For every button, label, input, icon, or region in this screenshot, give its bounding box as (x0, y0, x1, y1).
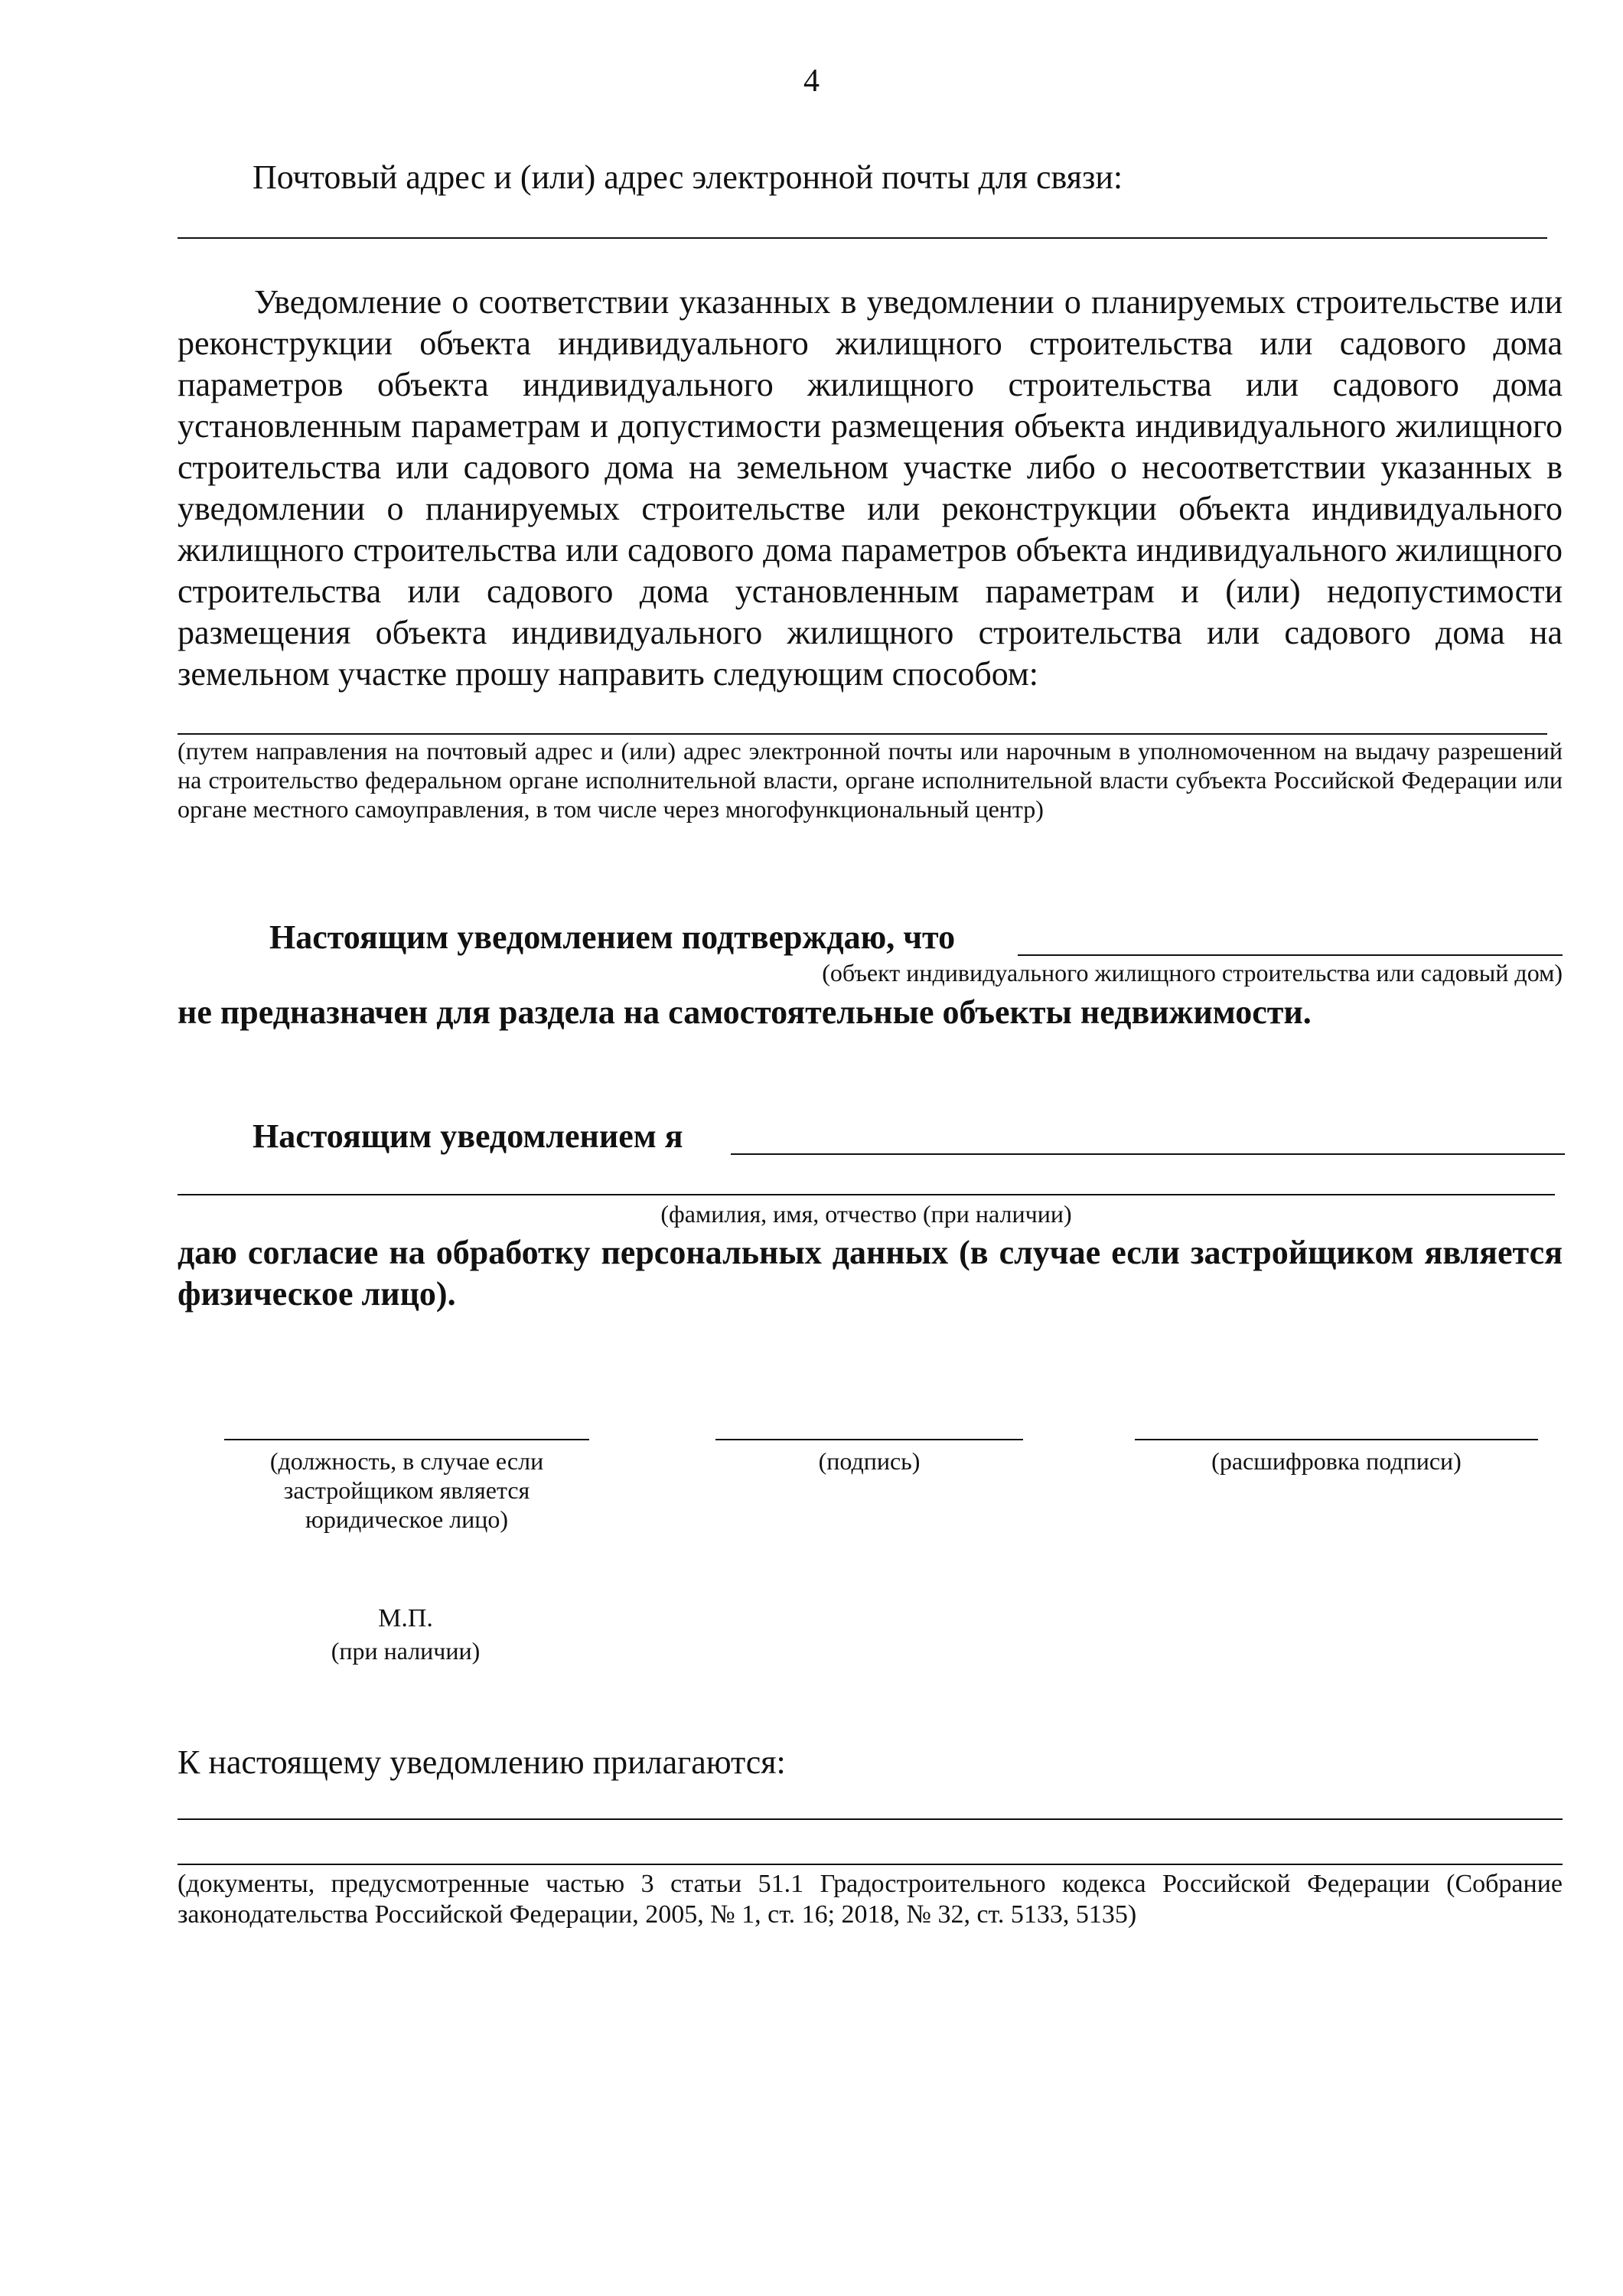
confirmation-object-hint: (объект индивидуального жилищного строительства или садовый дом) (822, 959, 1563, 987)
consent-statement: даю согласие на обработку персональных данных (в случае если застройщиком является физическое лицо). (178, 1234, 1563, 1313)
signature-hint: (подпись) (818, 1447, 921, 1475)
signature-decode-field[interactable] (1135, 1439, 1538, 1440)
seal-label: М.П. (378, 1604, 433, 1632)
consent-name-field-2[interactable] (178, 1194, 1555, 1195)
consent-lead: Настоящим уведомлением я (253, 1117, 683, 1155)
position-hint: (должность, в случае если застройщиком является юридическое лицо) (269, 1447, 544, 1533)
page-number: 4 (803, 64, 820, 99)
postal-address-label: Почтовый адрес и (или) адрес электронной почты для связи: (253, 158, 1123, 196)
consent-name-field-1[interactable] (731, 1153, 1565, 1155)
notification-method-field[interactable] (178, 733, 1547, 735)
attachments-label: К настоящему уведомлению прилагаются: (178, 1743, 786, 1781)
consent-name-hint: (фамилия, имя, отчество (при наличии) (660, 1200, 1072, 1228)
confirmation-statement: не предназначен для раздела на самостоятельные объекты недвижимости. (178, 993, 1312, 1031)
confirmation-lead: Настоящим уведомлением подтверждаю, что (269, 918, 956, 956)
signature-decode-hint: (расшифровка подписи) (1211, 1447, 1462, 1475)
seal-hint: (при наличии) (331, 1637, 481, 1665)
notification-method-paragraph: Уведомление о соответствии указанных в уведомлении о планируемых строительстве или реконструкции объекта индивидуального жилищного строительства или садового дома параметров объекта индивидуального жилищного строительства или садового дома установленным параметрам и допустимости размещения объекта индивидуального жилищного строительства или садового дома на земельном участке либо о несоответствии указанных в уведомлении о планируемых строительстве или реконструкции объекта индивидуального жилищного строительства или садового дома параметров объекта индивидуального жилищного строительства или садового дома установленным параметрам и (или) недопустимости размещения объекта индивидуального жилищного строительства или садового дома на земельном участке прошу направить следующим способом: (178, 283, 1563, 693)
confirmation-object-field[interactable] (1018, 954, 1563, 956)
notification-method-hint: (путем направления на почтовый адрес и (или) адрес электронной почты или нарочным в уполномоченном на выдачу разрешений на строительство федеральном органе исполнительной власти, органе исполнительной власти субъекта Российской Федерации или органе местного самоуправления, в том числе через многофункциональный центр) (178, 737, 1563, 823)
postal-address-field[interactable] (178, 237, 1547, 239)
attachments-field-2[interactable] (178, 1864, 1563, 1865)
signature-field[interactable] (715, 1439, 1023, 1440)
attachments-field-1[interactable] (178, 1818, 1563, 1820)
attachments-hint: (документы, предусмотренные частью 3 статьи 51.1 Градостроительного кодекса Российской Федерации (Собрание законодательства Российской Федерации, 2005, № 1, ст. 16; 2018, № 32, ст. 5133, 5135) (178, 1870, 1563, 1929)
position-field[interactable] (224, 1439, 589, 1440)
